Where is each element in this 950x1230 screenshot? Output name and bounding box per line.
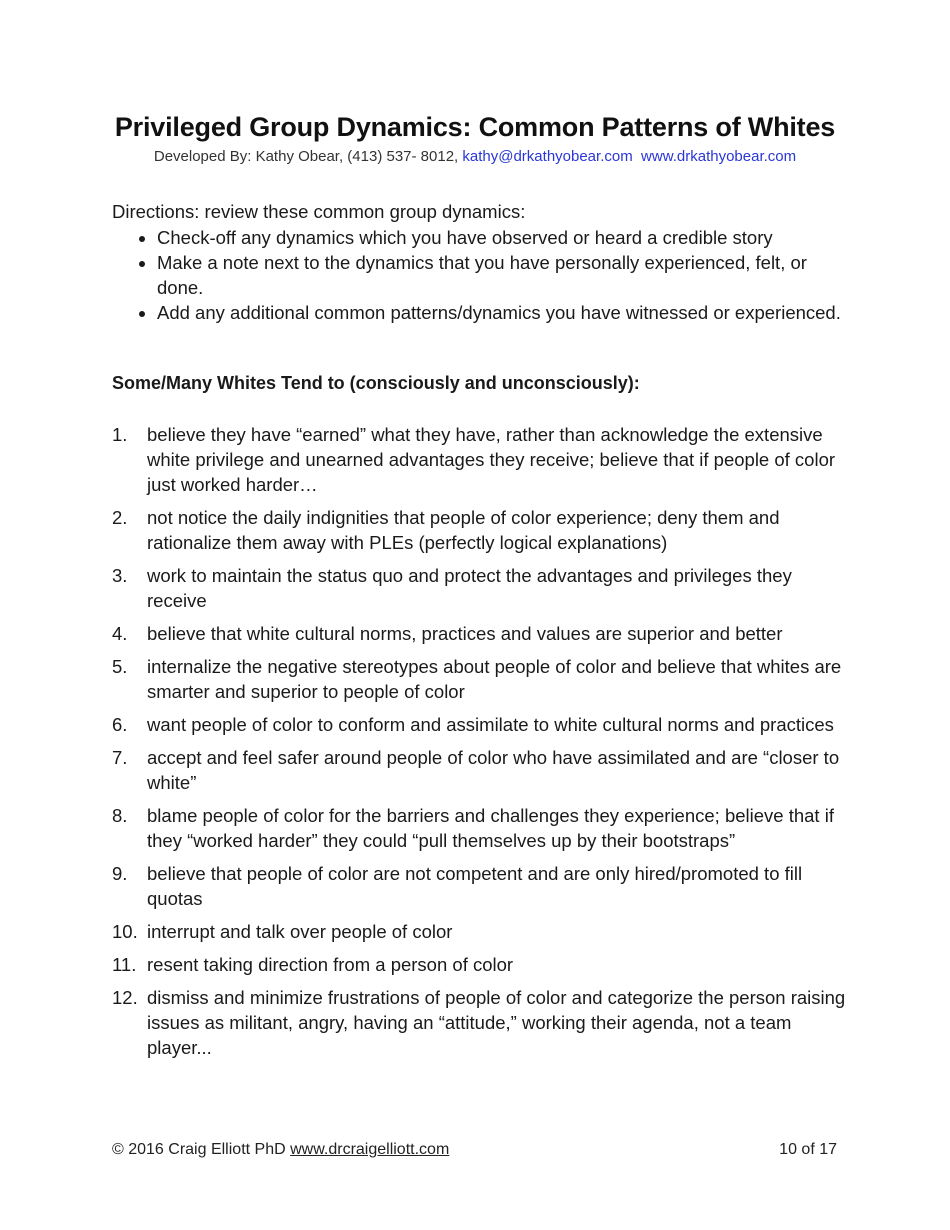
item-text: accept and feel safer around people of color who have assimilated and are “closer to white” [147,747,840,793]
page-number: 10 of 17 [779,1141,837,1158]
item-text: resent taking direction from a person of color [147,954,514,975]
item-number: 4. [112,623,128,644]
item-number: 3. [112,565,128,586]
item-text: work to maintain the status quo and protect the advantages and privileges they receive [147,565,792,611]
footer-website-link[interactable]: www.drcraigelliott.com [290,1141,450,1158]
item-number: 5. [112,656,128,677]
item-text: want people of color to conform and assimilate to white cultural norms and practices [147,714,834,735]
item-text: believe they have “earned” what they have, rather than acknowledge the extensive white privilege and unearned advantages they receive; believe that if people of color just worked harder… [147,424,836,495]
item-number: 12. [112,987,138,1008]
author-info: Developed By: Kathy Obear, (413) 537- 8012, [153,148,459,165]
footer-copyright [112,1141,449,1159]
item-text: interrupt and talk over people of color [147,921,453,942]
list-item [112,985,847,1060]
list-item [112,422,847,497]
list-item [112,861,847,911]
copyright-text: © 2016 Craig Elliott PhD [112,1141,286,1158]
item-number: 10. [112,921,138,942]
section-heading: Some/Many Whites Tend to (consciously and unconsciously): [112,373,640,393]
list-item [112,621,847,646]
directions-bullet: • Add any additional common patterns/dynamics you have witnessed or experienced. [157,300,842,325]
item-text: blame people of color for the barriers and challenges they experience; believe that if they “worked harder” they could “pull themselves up by their bootstraps” [147,805,834,851]
email-link[interactable]: kathy@drkathyobear.com [462,148,633,165]
item-text: believe that white cultural norms, practices and values are superior and better [147,623,783,644]
directions-intro: Directions: review these common group dynamics: [112,201,526,222]
list-item [112,505,847,555]
item-number: 2. [112,507,128,528]
directions-list [112,225,842,325]
list-item [112,919,847,944]
website-link[interactable]: www.drkathyobear.com [641,148,797,165]
item-number: 6. [112,714,128,735]
directions-block [112,199,842,325]
list-item [112,654,847,704]
patterns-list [112,422,847,1068]
directions-bullet: • Check-off any dynamics which you have observed or heard a credible story [157,225,842,250]
list-item [112,803,847,853]
page-title: Privileged Group Dynamics: Common Patterns of Whites [114,112,836,142]
item-text: believe that people of color are not competent and are only hired/promoted to fill quotas [147,863,803,909]
item-number: 1. [112,424,128,445]
directions-bullet: • Make a note next to the dynamics that you have personally experienced, felt, or done. [157,250,842,300]
list-item [112,952,847,977]
item-text: internalize the negative stereotypes about people of color and believe that whites are smarter and superior to people of color [147,656,842,702]
list-item [112,563,847,613]
item-text: not notice the daily indignities that people of color experience; deny them and rationalize them away with PLEs (perfectly logical explanations) [147,507,780,553]
item-number: 8. [112,805,128,826]
item-number: 7. [112,747,128,768]
item-text: dismiss and minimize frustrations of people of color and categorize the person raising issues as militant, angry, having an “attitude,” working their agenda, not a team player... [147,987,846,1058]
item-number: 11. [112,954,137,975]
item-number: 9. [112,863,128,884]
author-line [0,148,950,165]
list-item [112,712,847,737]
list-item [112,745,847,795]
